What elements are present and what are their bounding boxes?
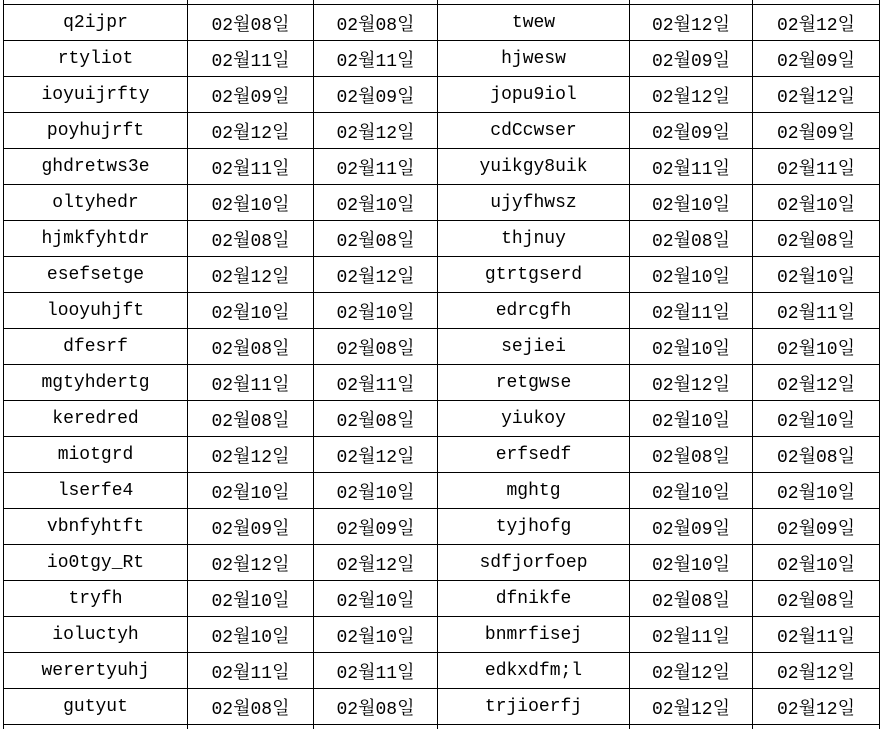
- name-cell-r2-c4[interactable]: hjwesw: [438, 41, 630, 77]
- date-cell-r7-c6[interactable]: 02월08일: [753, 221, 880, 257]
- date-cell-r2-c2[interactable]: 02월11일: [188, 41, 314, 77]
- date-cell-r5-c5[interactable]: 02월11일: [630, 149, 753, 185]
- date-cell-r10-c3[interactable]: 02월08일: [314, 329, 438, 365]
- partial-cell: [630, 725, 753, 729]
- date-cell-r18-c3[interactable]: 02월10일: [314, 617, 438, 653]
- name-cell-r14-c4[interactable]: mghtg: [438, 473, 630, 509]
- table-row: [4, 77, 880, 113]
- name-cell-r8-c1[interactable]: esefsetge: [4, 257, 188, 293]
- name-cell-r16-c4[interactable]: sdfjorfoep: [438, 545, 630, 581]
- date-cell-r1-c3[interactable]: 02월08일: [314, 5, 438, 41]
- table-row: [4, 365, 880, 401]
- name-cell-r12-c4[interactable]: yiukoy: [438, 401, 630, 437]
- date-cell-r10-c5[interactable]: 02월10일: [630, 329, 753, 365]
- table-row: [4, 41, 880, 77]
- name-cell-r15-c4[interactable]: tyjhofg: [438, 509, 630, 545]
- name-cell-r5-c1[interactable]: ghdretws3e: [4, 149, 188, 185]
- date-cell-r2-c3[interactable]: 02월11일: [314, 41, 438, 77]
- date-cell-r5-c2[interactable]: 02월11일: [188, 149, 314, 185]
- partial-cell: [314, 725, 438, 729]
- date-cell-r2-c5[interactable]: 02월09일: [630, 41, 753, 77]
- table-row: [4, 689, 880, 725]
- date-cell-r1-c2[interactable]: 02월08일: [188, 5, 314, 41]
- date-cell-r8-c3[interactable]: 02월12일: [314, 257, 438, 293]
- name-cell-r2-c1[interactable]: rtyliot: [4, 41, 188, 77]
- name-cell-r18-c1[interactable]: ioluctyh: [4, 617, 188, 653]
- date-cell-r1-c6[interactable]: 02월12일: [753, 5, 880, 41]
- table-row: [4, 149, 880, 185]
- date-cell-r6-c3[interactable]: 02월10일: [314, 185, 438, 221]
- name-cell-r12-c1[interactable]: keredred: [4, 401, 188, 437]
- name-cell-r13-c4[interactable]: erfsedf: [438, 437, 630, 473]
- date-cell-r14-c5[interactable]: 02월10일: [630, 473, 753, 509]
- name-cell-r13-c1[interactable]: miotgrd: [4, 437, 188, 473]
- date-cell-r5-c6[interactable]: 02월11일: [753, 149, 880, 185]
- date-cell-r19-c3[interactable]: 02월11일: [314, 653, 438, 689]
- date-cell-r7-c5[interactable]: 02월08일: [630, 221, 753, 257]
- date-cell-r12-c2[interactable]: 02월08일: [188, 401, 314, 437]
- date-cell-r10-c2[interactable]: 02월08일: [188, 329, 314, 365]
- partial-cell: [438, 725, 630, 729]
- date-cell-r9-c6[interactable]: 02월11일: [753, 293, 880, 329]
- name-cell-r11-c4[interactable]: retgwse: [438, 365, 630, 401]
- date-cell-r13-c3[interactable]: 02월12일: [314, 437, 438, 473]
- date-cell-r18-c5[interactable]: 02월11일: [630, 617, 753, 653]
- name-cell-r10-c1[interactable]: dfesrf: [4, 329, 188, 365]
- date-cell-r3-c6[interactable]: 02월12일: [753, 77, 880, 113]
- name-cell-r1-c1[interactable]: q2ijpr: [4, 5, 188, 41]
- name-cell-r8-c4[interactable]: gtrtgserd: [438, 257, 630, 293]
- table-row: [4, 293, 880, 329]
- table-row: [4, 221, 880, 257]
- date-cell-r16-c5[interactable]: 02월10일: [630, 545, 753, 581]
- date-cell-r18-c6[interactable]: 02월11일: [753, 617, 880, 653]
- date-cell-r19-c5[interactable]: 02월12일: [630, 653, 753, 689]
- name-cell-r15-c1[interactable]: vbnfyhtft: [4, 509, 188, 545]
- date-cell-r9-c5[interactable]: 02월11일: [630, 293, 753, 329]
- date-cell-r17-c3[interactable]: 02월10일: [314, 581, 438, 617]
- date-cell-r15-c2[interactable]: 02월09일: [188, 509, 314, 545]
- name-cell-r9-c4[interactable]: edrcgfh: [438, 293, 630, 329]
- date-cell-r3-c5[interactable]: 02월12일: [630, 77, 753, 113]
- date-cell-r16-c2[interactable]: 02월12일: [188, 545, 314, 581]
- date-cell-r18-c2[interactable]: 02월10일: [188, 617, 314, 653]
- table-row: [4, 581, 880, 617]
- date-cell-r12-c5[interactable]: 02월10일: [630, 401, 753, 437]
- name-cell-r19-c1[interactable]: werertyuhj: [4, 653, 188, 689]
- partial-row-bottom: [4, 725, 880, 729]
- date-cell-r19-c2[interactable]: 02월11일: [188, 653, 314, 689]
- date-cell-r13-c2[interactable]: 02월12일: [188, 437, 314, 473]
- date-cell-r11-c3[interactable]: 02월11일: [314, 365, 438, 401]
- date-cell-r4-c2[interactable]: 02월12일: [188, 113, 314, 149]
- data-table: [3, 0, 880, 729]
- table-row: [4, 653, 880, 689]
- date-cell-r15-c6[interactable]: 02월09일: [753, 509, 880, 545]
- date-cell-r8-c6[interactable]: 02월10일: [753, 257, 880, 293]
- date-cell-r4-c3[interactable]: 02월12일: [314, 113, 438, 149]
- date-cell-r20-c5[interactable]: 02월12일: [630, 689, 753, 725]
- date-cell-r8-c2[interactable]: 02월12일: [188, 257, 314, 293]
- date-cell-r13-c6[interactable]: 02월08일: [753, 437, 880, 473]
- date-cell-r12-c3[interactable]: 02월08일: [314, 401, 438, 437]
- name-cell-r16-c1[interactable]: io0tgy_Rt: [4, 545, 188, 581]
- table-row: [4, 329, 880, 365]
- name-cell-r6-c4[interactable]: ujyfhwsz: [438, 185, 630, 221]
- date-cell-r11-c2[interactable]: 02월11일: [188, 365, 314, 401]
- table-row: [4, 617, 880, 653]
- date-cell-r6-c5[interactable]: 02월10일: [630, 185, 753, 221]
- date-cell-r11-c6[interactable]: 02월12일: [753, 365, 880, 401]
- table-row: [4, 437, 880, 473]
- table-row: [4, 113, 880, 149]
- table-row: [4, 185, 880, 221]
- name-cell-r11-c1[interactable]: mgtyhdertg: [4, 365, 188, 401]
- name-cell-r5-c4[interactable]: yuikgy8uik: [438, 149, 630, 185]
- date-cell-r20-c2[interactable]: 02월08일: [188, 689, 314, 725]
- name-cell-r7-c1[interactable]: hjmkfyhtdr: [4, 221, 188, 257]
- date-cell-r4-c5[interactable]: 02월09일: [630, 113, 753, 149]
- table-row: [4, 401, 880, 437]
- date-cell-r7-c3[interactable]: 02월08일: [314, 221, 438, 257]
- date-cell-r12-c6[interactable]: 02월10일: [753, 401, 880, 437]
- date-cell-r1-c5[interactable]: 02월12일: [630, 5, 753, 41]
- date-cell-r17-c5[interactable]: 02월08일: [630, 581, 753, 617]
- date-cell-r15-c5[interactable]: 02월09일: [630, 509, 753, 545]
- date-cell-r16-c3[interactable]: 02월12일: [314, 545, 438, 581]
- name-cell-r20-c4[interactable]: trjioerfj: [438, 689, 630, 725]
- name-cell-r6-c1[interactable]: oltyhedr: [4, 185, 188, 221]
- date-cell-r14-c3[interactable]: 02월10일: [314, 473, 438, 509]
- date-cell-r6-c2[interactable]: 02월10일: [188, 185, 314, 221]
- date-cell-r2-c6[interactable]: 02월09일: [753, 41, 880, 77]
- date-cell-r17-c2[interactable]: 02월10일: [188, 581, 314, 617]
- name-cell-r17-c1[interactable]: tryfh: [4, 581, 188, 617]
- date-cell-r3-c3[interactable]: 02월09일: [314, 77, 438, 113]
- name-cell-r19-c4[interactable]: edkxdfm;l: [438, 653, 630, 689]
- table-row: [4, 509, 880, 545]
- date-cell-r19-c6[interactable]: 02월12일: [753, 653, 880, 689]
- table-row: [4, 5, 880, 41]
- name-cell-r3-c4[interactable]: jopu9iol: [438, 77, 630, 113]
- date-cell-r4-c6[interactable]: 02월09일: [753, 113, 880, 149]
- table-row: [4, 473, 880, 509]
- date-cell-r13-c5[interactable]: 02월08일: [630, 437, 753, 473]
- name-cell-r4-c1[interactable]: poyhujrft: [4, 113, 188, 149]
- name-cell-r4-c4[interactable]: cdCcwser: [438, 113, 630, 149]
- table-row: [4, 545, 880, 581]
- date-cell-r6-c6[interactable]: 02월10일: [753, 185, 880, 221]
- name-cell-r1-c4[interactable]: twew: [438, 5, 630, 41]
- date-cell-r10-c6[interactable]: 02월10일: [753, 329, 880, 365]
- partial-cell: [188, 725, 314, 729]
- date-cell-r8-c5[interactable]: 02월10일: [630, 257, 753, 293]
- date-cell-r11-c5[interactable]: 02월12일: [630, 365, 753, 401]
- partial-cell: [4, 725, 188, 729]
- date-cell-r14-c6[interactable]: 02월10일: [753, 473, 880, 509]
- name-cell-r20-c1[interactable]: gutyut: [4, 689, 188, 725]
- date-cell-r15-c3[interactable]: 02월09일: [314, 509, 438, 545]
- name-cell-r3-c1[interactable]: ioyuijrfty: [4, 77, 188, 113]
- date-cell-r14-c2[interactable]: 02월10일: [188, 473, 314, 509]
- date-cell-r7-c2[interactable]: 02월08일: [188, 221, 314, 257]
- table-body: [4, 0, 880, 729]
- name-cell-r10-c4[interactable]: sejiei: [438, 329, 630, 365]
- date-cell-r9-c2[interactable]: 02월10일: [188, 293, 314, 329]
- date-cell-r3-c2[interactable]: 02월09일: [188, 77, 314, 113]
- name-cell-r17-c4[interactable]: dfnikfe: [438, 581, 630, 617]
- partial-cell: [753, 725, 880, 729]
- name-cell-r18-c4[interactable]: bnmrfisej: [438, 617, 630, 653]
- date-cell-r20-c3[interactable]: 02월08일: [314, 689, 438, 725]
- name-cell-r7-c4[interactable]: thjnuy: [438, 221, 630, 257]
- name-cell-r14-c1[interactable]: lserfe4: [4, 473, 188, 509]
- date-cell-r17-c6[interactable]: 02월08일: [753, 581, 880, 617]
- date-cell-r16-c6[interactable]: 02월10일: [753, 545, 880, 581]
- table-row: [4, 257, 880, 293]
- name-cell-r9-c1[interactable]: looyuhjft: [4, 293, 188, 329]
- date-cell-r5-c3[interactable]: 02월11일: [314, 149, 438, 185]
- date-cell-r9-c3[interactable]: 02월10일: [314, 293, 438, 329]
- date-cell-r20-c6[interactable]: 02월12일: [753, 689, 880, 725]
